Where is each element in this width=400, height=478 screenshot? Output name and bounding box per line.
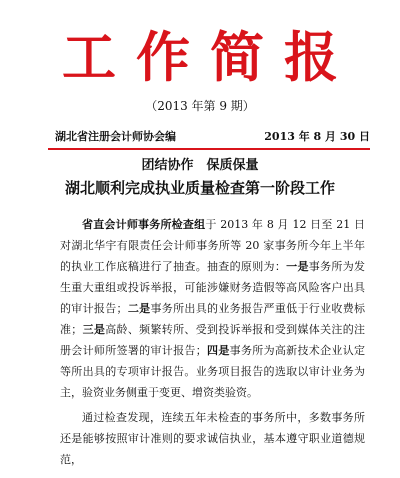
issuer: 湖北省注册会计师协会编 — [55, 130, 176, 143]
headline-kicker: 团结协作 保质保量 — [141, 158, 259, 173]
issue-number: （2013 年第 9 期） — [145, 99, 255, 113]
paragraph-1 — [60, 214, 365, 403]
text-segment: 于 2013 年 8 月 12 日至 21 日对湖北华宇有限责任会计师事务所等 20 家事务所今年上半年的执业工作底稿进行了抽查。抽查的原则为： — [60, 218, 365, 273]
text-segment: 事务所出具的业务报告严重低于行业收费标准； — [60, 302, 366, 336]
text-segment: 事务所为发生重大重组或投诉举报，可能涉嫌财务造假等高风险客户出具的审计报告； — [60, 260, 366, 315]
article-body — [60, 214, 365, 470]
paragraph-2: 通过检查发现，连续五年未检查的事务所中，多数事务所还是能够按照审计准则的要求诚信执业，基本遵守职业道德规范， — [60, 411, 365, 466]
headline-title: 湖北顺利完成执业质量检查第一阶段工作 — [64, 179, 335, 197]
masthead-title: 工作简报 — [62, 25, 358, 89]
paragraph-lead: 省直会计师事务所检查组 — [82, 218, 206, 231]
text-segment: 事务所为高新技术企业认定等所出具的专项审计报告。业务项目报告的选取以审计业务为主，验资业务侧重于变更、增资类验资。 — [60, 344, 366, 399]
issue-date: 2013 年 8 月 30 日 — [264, 130, 370, 143]
point-3-label: 三是 — [82, 323, 106, 336]
red-divider — [48, 148, 370, 150]
text-segment: 高龄、频繁转所、受到投诉举报和受到媒体关注的注册会计师所签署的审计报告； — [60, 323, 366, 357]
point-2-label: 二是 — [127, 302, 151, 315]
point-4-label: 四是 — [206, 344, 230, 357]
point-1-label: 一是 — [286, 260, 309, 273]
